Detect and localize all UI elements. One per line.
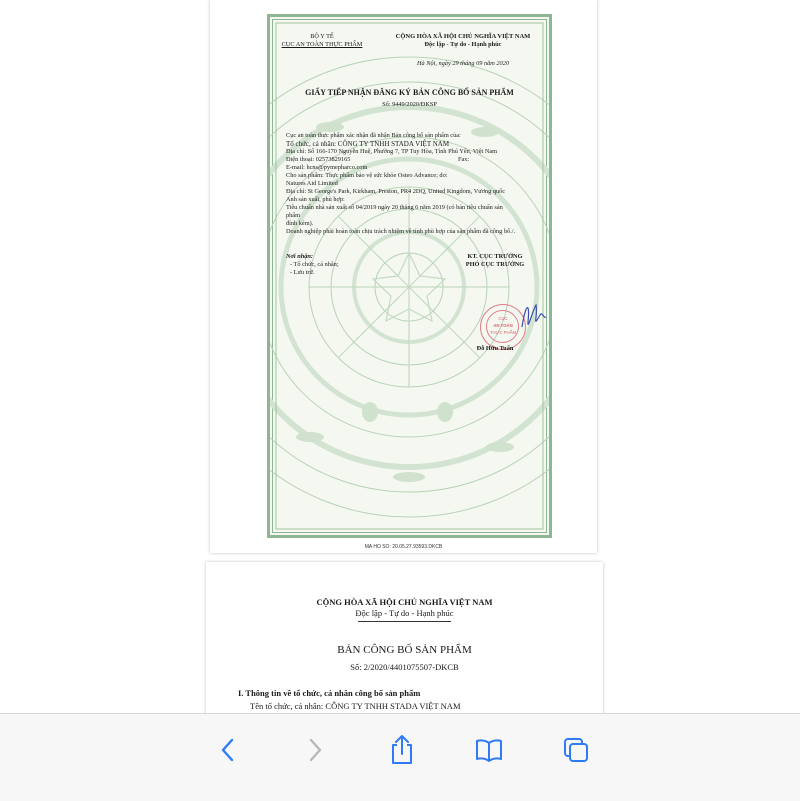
chevron-right-icon bbox=[304, 737, 326, 763]
certificate-number: Số: 9449/2020/ĐKSP bbox=[382, 101, 437, 108]
motto-underline bbox=[358, 621, 451, 622]
certificate-frame bbox=[267, 14, 552, 538]
body-line-manufacturer: Natures Aid Limited bbox=[286, 180, 338, 187]
document-page-2 bbox=[206, 562, 603, 713]
date-line: Hà Nội, ngày 29 tháng 09 năm 2020 bbox=[416, 60, 509, 67]
agency-top: BỘ Y TẾ bbox=[310, 33, 334, 40]
declaration-nation: CỘNG HÒA XÃ HỘI CHỦ NGHĨA VIỆT NAM bbox=[316, 597, 493, 607]
declaration-section-1: I. Thông tin về tổ chức, cá nhân công bố sản phẩm bbox=[238, 688, 421, 698]
body-line-4: Điện thoại: 02573829165 bbox=[286, 156, 351, 163]
body-line-standard: Tiêu chuẩn nhà sản xuất số 04/2019 ngày 20 tháng 6 năm 2019 (có bản tiêu chuẩn sản bbox=[286, 204, 503, 211]
dossier-code: MA HO SO: 20.05.27.93593.DKCB bbox=[364, 544, 443, 550]
body-line-email: E-mail: hcns@pymepharco.com bbox=[286, 164, 368, 171]
declaration-motto: Độc lập - Tự do - Hạnh phúc bbox=[355, 608, 454, 618]
recipient-2: - Lưu trữ. bbox=[290, 269, 315, 276]
bookmarks-button[interactable] bbox=[469, 730, 509, 770]
chevron-left-icon bbox=[217, 737, 239, 763]
nation-header: CỘNG HÒA XÃ HỘI CHỦ NGHĨA VIỆT NAM bbox=[395, 33, 531, 40]
body-line-3: Địa chỉ: Số 166-170 Nguyễn Huệ, Phường 7, TP Tuy Hòa, Tỉnh Phú Yên, Việt Nam bbox=[286, 148, 498, 155]
signature bbox=[518, 297, 548, 337]
sign-title-1: KT. CỤC TRƯỞNG bbox=[467, 253, 523, 260]
certificate-title: GIẤY TIẾP NHẬN ĐĂNG KÝ BẢN CÔNG BỐ SẢN PHẨM bbox=[305, 88, 514, 97]
sign-title-2: PHÓ CỤC TRƯỞNG bbox=[465, 261, 525, 268]
signer-name: Đỗ Hữu Tuấn bbox=[476, 345, 514, 352]
recipient-1: - Tổ chức, cá nhân; bbox=[290, 261, 339, 268]
body-line-1: Cục an toàn thực phẩm xác nhận đã nhận Bản công bố sản phẩm của: bbox=[286, 132, 461, 139]
declaration-org-line: Tên tổ chức, cá nhân: CÔNG TY TNHH STADA VIỆT NAM bbox=[250, 701, 461, 711]
motto: Độc lập - Tự do - Hạnh phúc bbox=[424, 41, 502, 48]
document-page-1 bbox=[210, 0, 597, 553]
share-icon bbox=[389, 734, 415, 766]
body-line-responsibility: Doanh nghiệp phải hoàn toàn chịu trách nhiệm về tính phù hợp của sản phẩm đã công bố./. bbox=[286, 228, 516, 235]
certificate-content bbox=[270, 17, 549, 535]
share-button[interactable] bbox=[382, 730, 422, 770]
body-line-2: Tổ chức, cá nhân: CÔNG TY TNHH STADA VIỆT NAM bbox=[286, 140, 450, 148]
back-button[interactable] bbox=[208, 730, 248, 770]
official-seal: CỤC AN TOÀN THỰC PHẨM bbox=[480, 304, 526, 350]
agency-name: CỤC AN TOÀN THỰC PHẨM bbox=[281, 41, 363, 48]
body-line-fax: Fax: bbox=[458, 156, 470, 163]
declaration-number: Số: 2/2020/4401075507-DKCB bbox=[350, 662, 459, 672]
body-line-product: Cho sản phẩm: Thực phẩm bảo vệ sức khỏe Osteo Advance; do: bbox=[286, 172, 448, 179]
recipients-label: Nơi nhận: bbox=[286, 253, 314, 260]
body-line-standard-2: phẩm bbox=[286, 212, 300, 219]
browser-toolbar bbox=[0, 713, 800, 801]
body-line-standard-3: đính kèm). bbox=[286, 220, 314, 227]
tabs-button[interactable] bbox=[556, 730, 596, 770]
body-line-mfr-address: Địa chỉ: St George's Park, Kirkham, Preston, PR4 2DQ, United Kingdom, Vương quốc bbox=[286, 188, 506, 195]
tabs-icon bbox=[562, 736, 590, 764]
book-icon bbox=[474, 737, 504, 763]
declaration-title: BẢN CÔNG BỐ SẢN PHẨM bbox=[337, 644, 472, 656]
forward-button[interactable] bbox=[295, 730, 335, 770]
body-line-mfr-address-2: Anh sản xuất, phù hợp: bbox=[286, 196, 345, 203]
